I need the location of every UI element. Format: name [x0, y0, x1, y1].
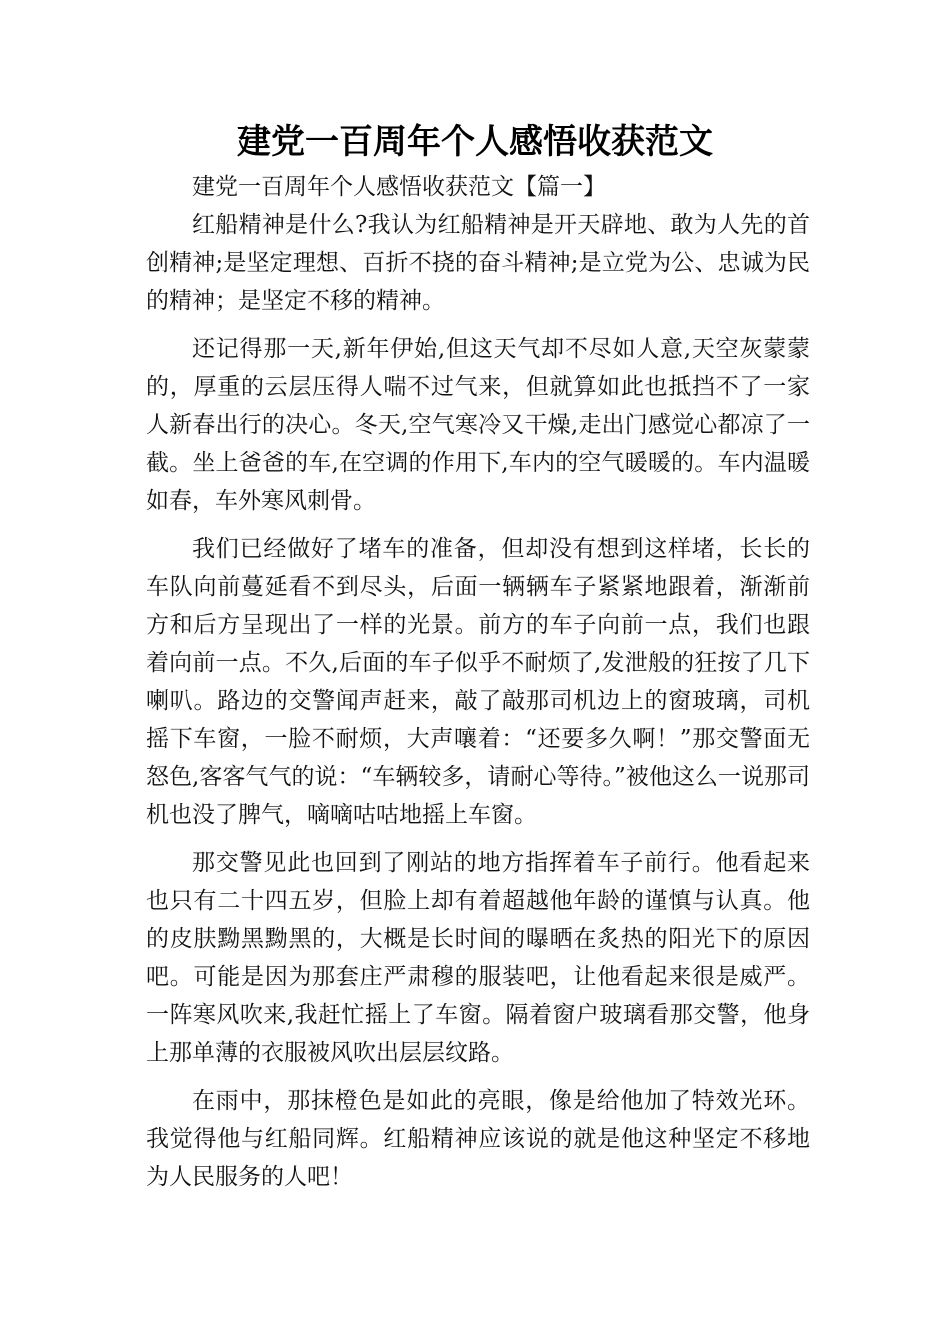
paragraph-2: 还记得那一天,新年伊始,但这天气却不尽如人意,天空灰蒙蒙的，厚重的云层压得人喘不过气来，但就算如此也抵挡不了一家人新春出行的决心。冬天,空气寒冷又干燥,走出门感觉心都凉了一截。坐上爸爸的车,在空调的作用下,车内的空气暖暖的。车内温暖如春，车外寒风刺骨。	[146, 336, 810, 514]
section-heading: 建党一百周年个人感悟收获范文【篇一】	[192, 174, 606, 200]
paragraph-5: 在雨中，那抹橙色是如此的亮眼，像是给他加了特效光环。我觉得他与红船同辉。红船精神应该说的就是他这种坚定不移地为人民服务的人吧！	[146, 1088, 810, 1190]
paragraph-4: 那交警见此也回到了刚站的地方指挥着车子前行。他看起来也只有二十四五岁，但脸上却有着超越他年龄的谨慎与认真。他的皮肤黝黑黝黑的，大概是长时间的曝晒在炙热的阳光下的原因吧。可能是因为那套庄严肃穆的服装吧，让他看起来很是威严。一阵寒风吹来,我赶忙摇上了车窗。隔着窗户玻璃看那交警，他身上那单薄的衣服被风吹出层层纹路。	[146, 850, 810, 1066]
paragraph-1: 红船精神是什么?我认为红船精神是开天辟地、敢为人先的首创精神;是坚定理想、百折不挠的奋斗精神;是立党为公、忠诚为民的精神；是坚定不移的精神。	[146, 212, 810, 314]
paragraph-3: 我们已经做好了堵车的准备，但却没有想到这样堵，长长的车队向前蔓延看不到尽头，后面一辆辆车子紧紧地跟着，渐渐前方和后方呈现出了一样的光景。前方的车子向前一点，我们也跟着向前一点。不久,后面的车子似乎不耐烦了,发泄般的狂按了几下喇叭。路边的交警闻声赶来，敲了敲那司机边上的窗玻璃，司机摇下车窗，一脸不耐烦，大声嚷着：“还要多久啊！”那交警面无怒色,客客气气的说：“车辆较多，请耐心等待。”被他这么一说那司机也没了脾气，嘀嘀咕咕地摇上车窗。	[146, 536, 810, 828]
document-body	[146, 168, 810, 1196]
document-title: 建党一百周年个人感悟收获范文	[237, 122, 713, 162]
